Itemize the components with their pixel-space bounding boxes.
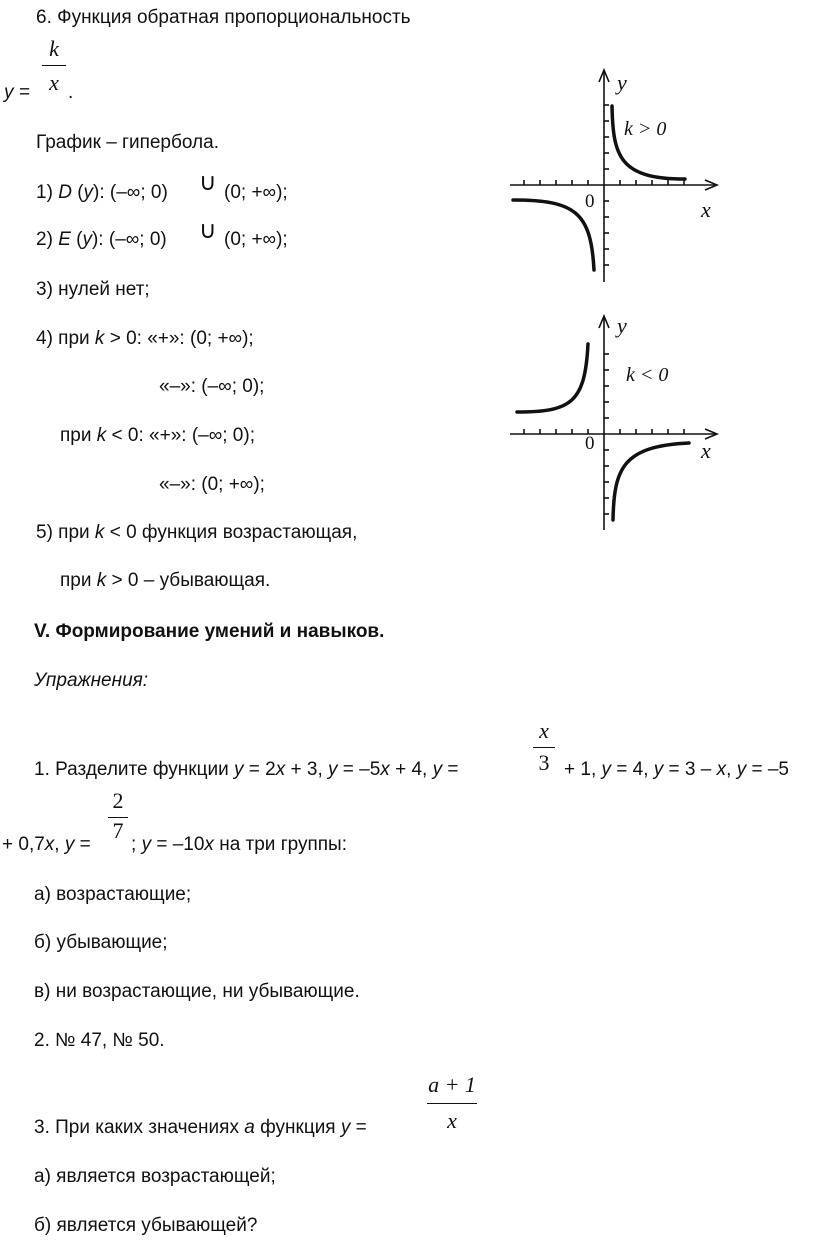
k-condition-label: k < 0 [626,364,669,386]
property-monotonic-2 [60,570,270,592]
text: , [54,834,65,855]
var-x: x [275,759,286,780]
k-condition-label: k > 0 [624,118,667,140]
property-zeros: 3) нулей нет; [36,279,150,300]
text: при [60,570,97,591]
var-k: k [96,425,107,446]
origin-label: 0 [585,191,595,212]
x-axis-label: x [701,197,711,222]
ex1-line2-left [2,834,91,856]
formula-period: . [68,82,74,103]
fraction-bar [42,65,66,66]
property-sign-k-neg-neg: «–»: (0; +∞); [159,474,265,495]
property-sign-k-neg [60,425,255,447]
var-y: y [83,182,94,203]
text: + 4, [389,759,433,780]
hyperbola-branch-q4 [613,443,689,520]
hyperbola-branch-q3 [513,200,594,270]
text: ; [131,834,142,855]
fraction-numerator: k [49,36,59,61]
section-heading: 6. Функция обратная пропорциональность [36,7,411,28]
fraction-numerator: x [539,718,549,743]
var-y: y [328,759,338,780]
section-title: V. Формирование умений и навыков. [34,621,385,642]
fraction-denominator: 7 [112,818,124,843]
origin-label: 0 [585,433,595,454]
text: = –5 [746,759,789,780]
var-y: y [736,759,747,780]
ex3-option-b: б) является убывающей? [34,1215,258,1236]
text: при [60,425,97,446]
text: + 1, [564,759,602,780]
var-y: y [64,834,75,855]
fraction-bar [533,747,555,748]
ex1-option-a: а) возрастающие; [34,884,192,905]
var-y: y [653,759,664,780]
var-y: y [141,834,152,855]
fraction-bar [427,1103,477,1104]
text: < 0: «+»: (–∞; 0); [106,425,255,446]
ex2-text: 2. № 47, № 50. [34,1030,165,1051]
ex1-fraction-x3 [530,718,558,776]
var-x: x [204,834,214,855]
fraction-denominator: x [447,1108,457,1133]
hyperbola-graph-k-negative [505,308,735,533]
ex3-fraction [424,1072,480,1134]
hyperbola-branch-q1 [612,106,685,179]
text: + 0,7 [2,834,45,855]
ex1-line2-right [131,834,347,856]
hyperbola-graph-k-positive [505,62,735,287]
text: = –10 [151,834,205,855]
text: > 0 – убывающая. [106,570,271,591]
text: = [442,759,459,780]
text: функция [254,1117,341,1138]
graph-caption: График – гипербола. [36,132,219,153]
var-x: x [380,759,390,780]
ex1-option-b: б) убывающие; [34,932,168,953]
property-range [36,229,167,251]
exercises-label: Упражнения: [34,670,149,691]
range-symbol: E [58,229,71,250]
fraction-numerator: 2 [112,788,124,813]
ex1-option-c: в) ни возрастающие, ни убывающие. [34,981,360,1002]
property-sign-k-pos [36,328,254,350]
text: 4) при [36,328,95,349]
var-y: y [432,759,443,780]
interval-text: (0; +∞); [224,229,288,250]
text: 5) при [36,522,95,543]
text: 1. Разделите функции [34,759,234,780]
var-a: a [244,1117,255,1138]
text: + 3, [285,759,328,780]
text: ): (–∞; 0) [93,182,168,203]
hyperbola-branch-q2 [517,344,588,412]
fraction-denominator: 3 [538,750,550,775]
var-y: y [82,229,92,250]
var-k: k [94,328,105,349]
text: = [74,834,91,855]
var-x: x [44,834,55,855]
text: ( [70,229,83,250]
x-axis-label: x [701,438,711,463]
var-k: k [96,570,107,591]
property-sign-k-pos-neg: «–»: (–∞; 0); [159,376,265,397]
y-axis-label: y [617,70,627,95]
text: 3. При каких значениях [34,1117,245,1138]
text: = 2 [243,759,276,780]
union-symbol: ∪ [199,169,217,196]
property-domain [36,182,168,204]
ex1-fraction-2-7 [105,788,131,844]
ex1-line1-right [564,759,789,781]
ex3-option-a: а) является возрастающей; [34,1166,276,1187]
domain-symbol: D [58,182,72,203]
fraction-bar [108,817,128,818]
fraction-denominator: x [49,70,59,95]
text: > 0: «+»: (0; +∞); [104,328,254,349]
ex1-line1-left [34,759,458,781]
text: ( [71,182,84,203]
text: = 4, [611,759,654,780]
var-y: y [340,1117,351,1138]
formula-lhs: y = [4,82,30,103]
formula-fraction [40,36,68,96]
text: = –5 [337,759,381,780]
y-axis-label: y [617,313,627,338]
var-y: y [601,759,611,780]
property-monotonic-1 [36,522,357,544]
text: = 3 – [663,759,717,780]
union-symbol: ∪ [199,217,217,244]
text: ): (–∞; 0) [91,229,167,250]
var-y: y [233,759,244,780]
ex3-question [34,1117,367,1139]
interval-text: (0; +∞); [224,182,288,203]
text: 1) [36,182,59,203]
var-x: x [716,759,727,780]
var-k: k [94,522,105,543]
text: , [726,759,737,780]
text: = [350,1117,367,1138]
text: на три группы: [213,834,347,855]
text: < 0 функция возрастающая, [104,522,358,543]
text: 2) [36,229,59,250]
fraction-numerator: a + 1 [428,1072,476,1097]
